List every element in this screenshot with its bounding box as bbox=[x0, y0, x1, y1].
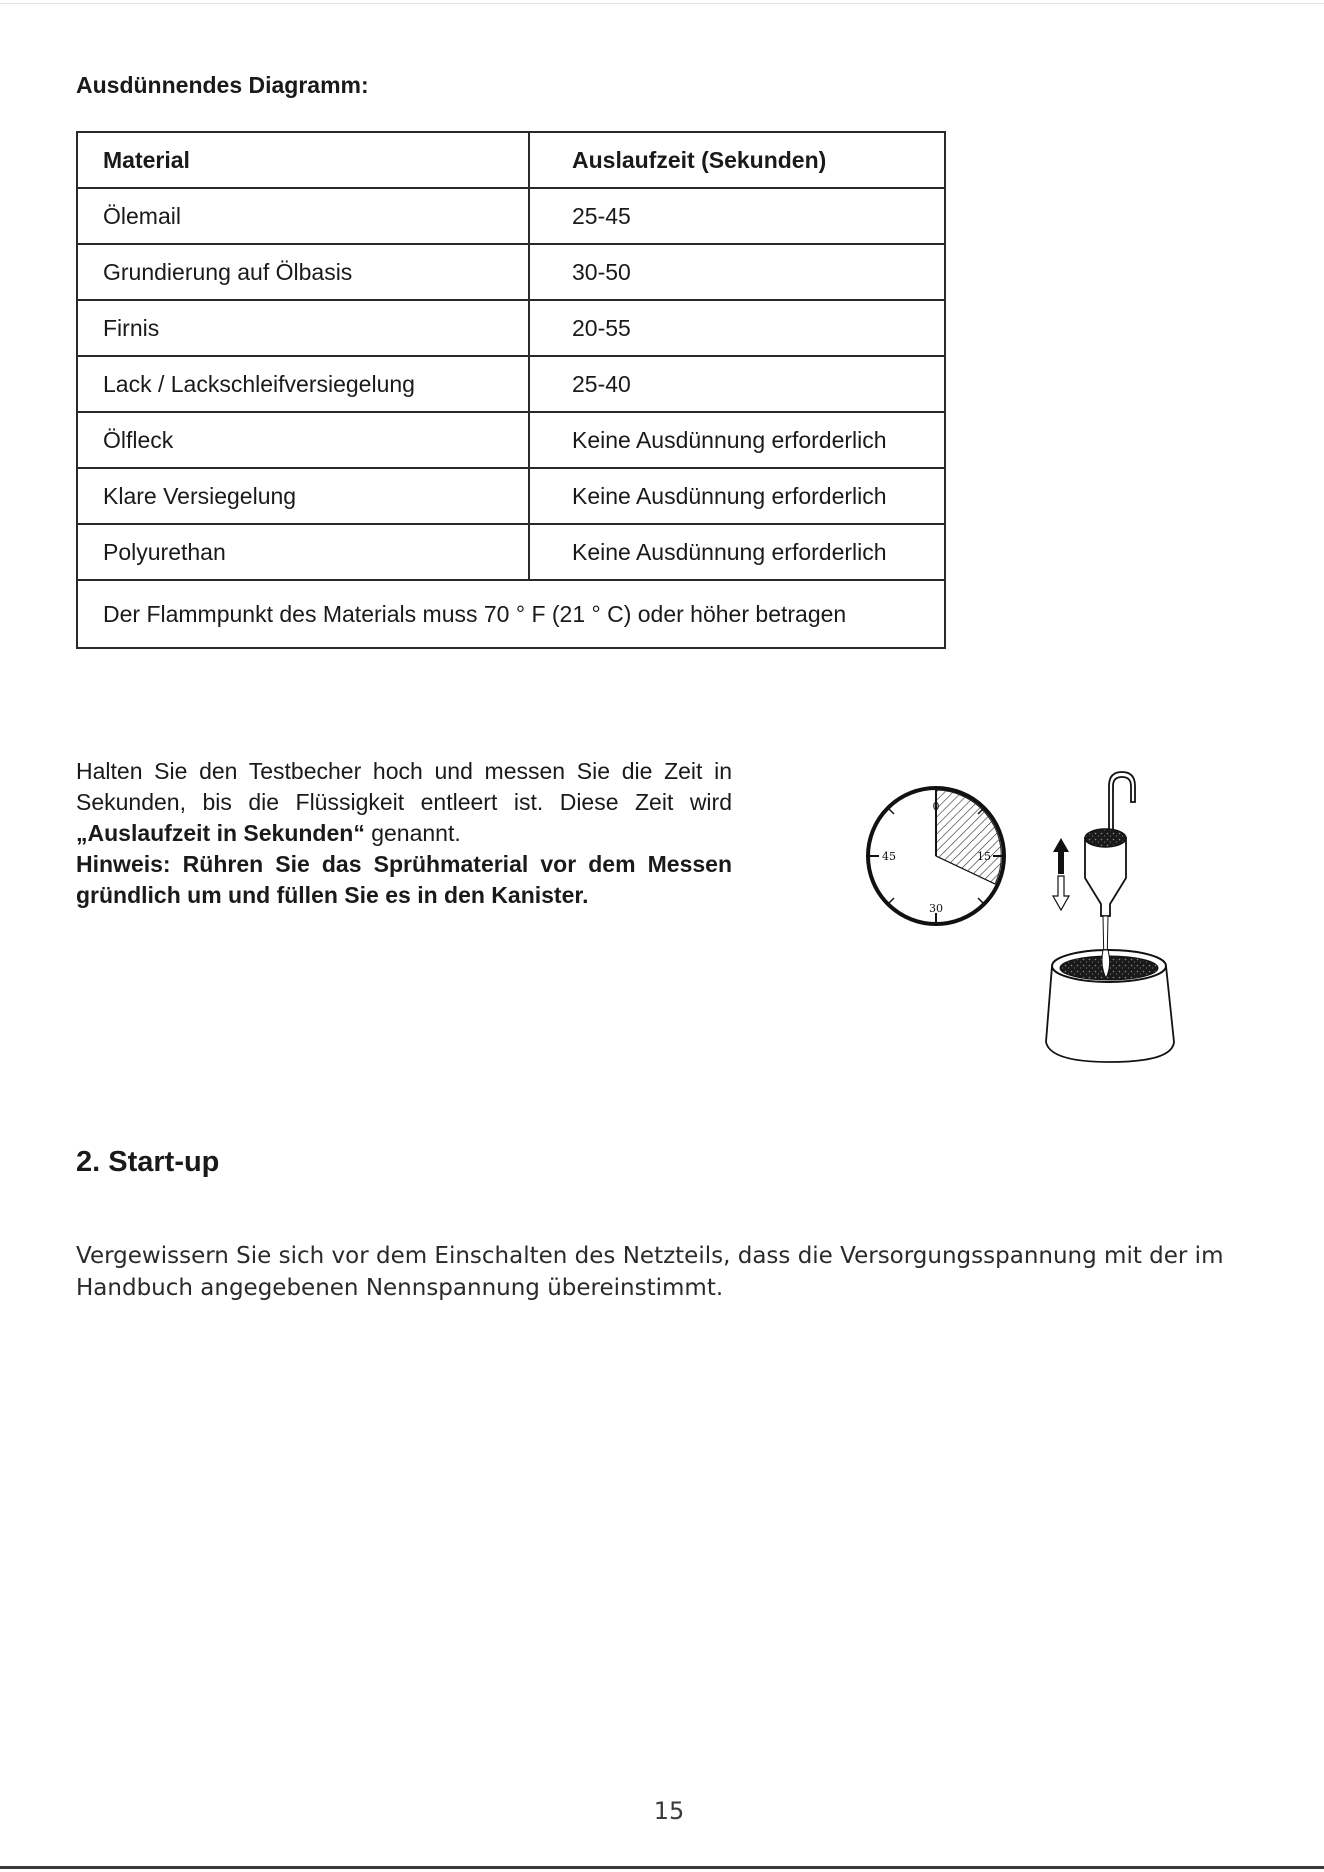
dial-label-right: 15 bbox=[977, 850, 991, 863]
instruction-hinweis: Hinweis: Rühren Sie das Sprühmaterial vor dem Messen gründlich um und füllen Sie es in den Kanister. bbox=[76, 851, 732, 908]
instruction-bold-term: „Auslaufzeit in Sekunden“ bbox=[76, 820, 365, 846]
page-bottom-rule bbox=[0, 1866, 1324, 1869]
table-cell-material: Lack / Lackschleifversiegelung bbox=[77, 356, 529, 412]
instruction-text-2: genannt. bbox=[364, 820, 461, 846]
viscosity-cup-icon bbox=[1085, 772, 1135, 966]
canister-icon bbox=[1046, 950, 1174, 1062]
table-note-row bbox=[77, 580, 945, 648]
table-row bbox=[77, 356, 945, 412]
table-header-flow-time: Auslaufzeit (Sekunden) bbox=[529, 132, 945, 188]
section-heading-startup: 2. Start-up bbox=[76, 1146, 220, 1178]
table-cell-material: Firnis bbox=[77, 300, 529, 356]
table-cell-flow-time: Keine Ausdünnung erforderlich bbox=[529, 412, 945, 468]
table-cell-flow-time: Keine Ausdünnung erforderlich bbox=[529, 468, 945, 524]
table-row bbox=[77, 300, 945, 356]
table-row bbox=[77, 244, 945, 300]
thinning-table bbox=[76, 131, 946, 649]
table-cell-material: Ölemail bbox=[77, 188, 529, 244]
table-header-row bbox=[77, 132, 945, 188]
table-row bbox=[77, 468, 945, 524]
table-cell-flow-time: 20-55 bbox=[529, 300, 945, 356]
table-cell-flow-time: 30-50 bbox=[529, 244, 945, 300]
table-cell-material: Polyurethan bbox=[77, 524, 529, 580]
stopwatch-viscosity-cup-icon bbox=[860, 766, 1180, 1071]
table-cell-flow-time: 25-45 bbox=[529, 188, 945, 244]
table-row bbox=[77, 524, 945, 580]
dial-label-bottom: 30 bbox=[929, 902, 943, 915]
table-cell-flow-time: Keine Ausdünnung erforderlich bbox=[529, 524, 945, 580]
dial-label-left: 45 bbox=[882, 850, 896, 863]
instruction-text-1: Halten Sie den Testbecher hoch und messen Sie die Zeit in Sekunden, bis die Flüssigkeit entleert ist. Diese Zeit wird bbox=[76, 758, 732, 815]
up-down-arrow-icon bbox=[1053, 838, 1069, 910]
table-row bbox=[77, 412, 945, 468]
table-cell-material: Grundierung auf Ölbasis bbox=[77, 244, 529, 300]
table-cell-material: Klare Versiegelung bbox=[77, 468, 529, 524]
table-row bbox=[77, 188, 945, 244]
startup-paragraph: Vergewissern Sie sich vor dem Einschalten des Netzteils, dass die Versorgungsspannung mit der im Handbuch angegebenen Nennspannung übereinstimmt. bbox=[76, 1243, 1224, 1301]
instruction-paragraph bbox=[76, 756, 732, 911]
table-header-material: Material bbox=[77, 132, 529, 188]
page-number: 15 bbox=[653, 1797, 685, 1825]
diagram-title: Ausdünnendes Diagramm: bbox=[76, 72, 369, 98]
page-top-rule bbox=[0, 3, 1324, 4]
table-note-flash-point: Der Flammpunkt des Materials muss 70 ° F (21 ° C) oder höher betragen bbox=[77, 580, 945, 648]
stopwatch-icon bbox=[868, 788, 1004, 924]
dial-label-top: 0 bbox=[932, 800, 940, 813]
table-cell-material: Ölfleck bbox=[77, 412, 529, 468]
table-cell-flow-time: 25-40 bbox=[529, 356, 945, 412]
